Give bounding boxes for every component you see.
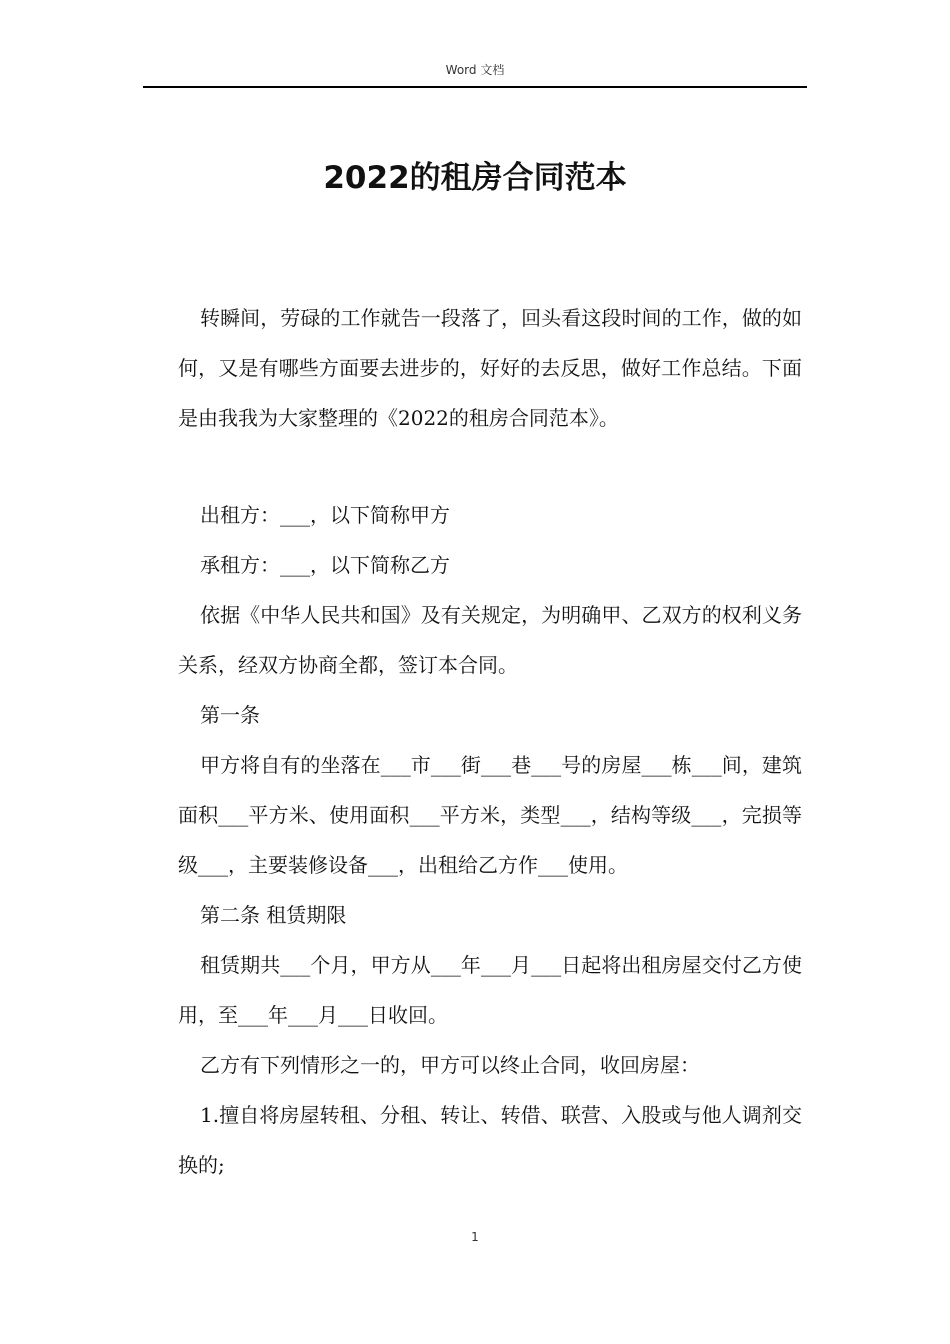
header-divider [143, 86, 807, 88]
contract-body [178, 490, 802, 1190]
legal-basis-paragraph: 依据《中华人民共和国》及有关规定，为明确甲、乙双方的权利义务关系，经双方协商全都，签订本合同。 [178, 603, 802, 677]
intro-paragraph: 转瞬间，劳碌的工作就告一段落了，回头看这段时间的工作，做的如何，又是有哪些方面要去进步的，好好的去反思，做好工作总结。下面是由我我为大家整理的《2022的租房合同范本》。 [178, 306, 802, 430]
article-1-paragraph: 甲方将自有的坐落在___市___街___巷___号的房屋___栋___间，建筑面积___平方米、使用面积___平方米，类型___，结构等级___，完损等级___，主要装修设备___，出租给乙方作___使用。 [178, 753, 802, 877]
page-header: Word 文档 [445, 63, 505, 77]
document-title: 2022的租房合同范本 [323, 160, 627, 196]
lessee-line: 承租方：___，以下简称乙方 [200, 553, 450, 577]
termination-item-1: 1.擅自将房屋转租、分租、转让、转借、联营、入股或与他人调剂交换的; [178, 1103, 802, 1177]
article-2-heading: 第二条 租赁期限 [200, 903, 347, 927]
intro-section [178, 293, 802, 443]
lease-term-paragraph: 租赁期共___个月，甲方从___年___月___日起将出租房屋交付乙方使用，至___年___月___日收回。 [178, 953, 802, 1027]
lessor-line: 出租方：___，以下简称甲方 [200, 503, 450, 527]
article-1-heading: 第一条 [200, 703, 260, 727]
page-number: 1 [471, 1230, 479, 1244]
termination-intro: 乙方有下列情形之一的，甲方可以终止合同，收回房屋： [200, 1053, 700, 1077]
